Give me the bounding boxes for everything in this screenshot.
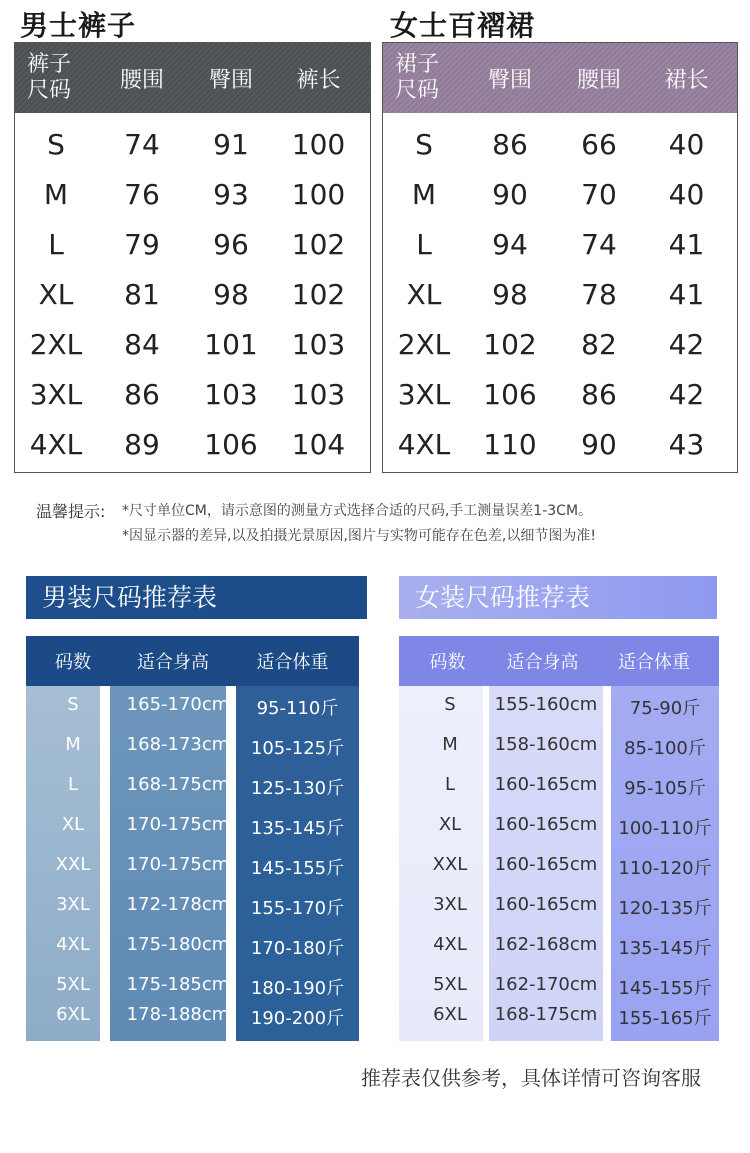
women-skirt-table-header — [383, 43, 737, 113]
men-pants-title: 男士裤子 — [20, 9, 137, 42]
value-cell: 90 — [492, 177, 528, 211]
header-height: 适合身高 — [137, 652, 209, 673]
size-cell: M — [43, 177, 69, 211]
size-cell: M — [411, 177, 437, 211]
size-cell: 3XL — [56, 894, 90, 915]
men-pants-size-table — [14, 42, 371, 473]
table-row — [383, 169, 737, 219]
height-cell: 170-175cm — [126, 814, 230, 835]
value-cell: 106 — [483, 377, 537, 411]
size-cell: 4XL — [56, 934, 90, 955]
size-cell: XL — [38, 277, 74, 311]
value-cell: 101 — [204, 327, 258, 361]
height-cell: 160-165cm — [494, 774, 598, 795]
weight-cell: 135-145斤 — [618, 938, 712, 959]
size-cell: 5XL — [433, 974, 467, 995]
size-cell: S — [67, 694, 79, 715]
women-skirt-title: 女士百褶裙 — [390, 9, 536, 42]
size-cell: XL — [61, 814, 85, 835]
value-cell: 110 — [483, 427, 537, 461]
weight-cell: 135-145斤 — [250, 818, 345, 839]
value-cell: 93 — [213, 177, 249, 211]
value-cell: 91 — [213, 127, 249, 161]
header-size: 码数 — [55, 652, 91, 673]
size-cell: 4XL — [29, 427, 83, 461]
size-cell: XXL — [432, 854, 468, 875]
weight-cell: 190-200斤 — [250, 1008, 345, 1029]
header-hip: 臀围 — [487, 67, 532, 93]
height-cell: 168-175cm — [494, 1004, 598, 1025]
height-cell: 175-180cm — [126, 934, 230, 955]
header-size-line1: 裙子 — [395, 52, 440, 77]
height-cell: 172-178cm — [126, 894, 230, 915]
size-cell: 3XL — [433, 894, 467, 915]
height-cell: 160-165cm — [494, 814, 598, 835]
tip-label: 温馨提示: — [36, 502, 106, 521]
value-cell: 86 — [492, 127, 528, 161]
header-hip: 臀围 — [208, 67, 253, 93]
women-recommend-title: 女装尺码推荐表 — [399, 576, 717, 619]
weight-cell: 155-170斤 — [250, 898, 345, 919]
table-row — [383, 119, 737, 169]
value-cell: 102 — [483, 327, 537, 361]
height-cell: 168-175cm — [126, 774, 230, 795]
value-cell: 103 — [291, 377, 346, 411]
men-recommend-table — [26, 636, 359, 1041]
value-cell: 104 — [291, 427, 346, 461]
value-cell: 102 — [291, 227, 346, 261]
height-cell: 175-185cm — [126, 974, 230, 995]
value-cell: 100 — [291, 177, 346, 211]
size-cell: 3XL — [29, 377, 83, 411]
size-cell: 2XL — [29, 327, 83, 361]
header-size — [383, 52, 465, 104]
header-size — [15, 52, 97, 104]
weight-cell: 180-190斤 — [250, 978, 345, 999]
header-weight: 适合体重 — [256, 652, 329, 673]
weight-cell: 105-125斤 — [250, 738, 345, 759]
value-cell: 103 — [204, 377, 258, 411]
value-cell: 42 — [668, 327, 705, 361]
weight-cell: 110-120斤 — [618, 858, 712, 879]
height-cell: 160-165cm — [494, 854, 598, 875]
value-cell: 81 — [124, 277, 160, 311]
size-cell: 6XL — [56, 1004, 90, 1025]
header-length: 裙长 — [664, 67, 709, 93]
women-recommend-header — [399, 636, 719, 686]
height-cell: 162-170cm — [494, 974, 598, 995]
value-cell: 84 — [124, 327, 160, 361]
table-row — [15, 219, 370, 269]
size-cell: 4XL — [397, 427, 451, 461]
men-pants-table-header — [15, 43, 370, 113]
value-cell: 100 — [291, 127, 346, 161]
table-row — [383, 269, 737, 319]
size-cell: M — [442, 734, 458, 755]
weight-cell: 75-90斤 — [629, 698, 701, 719]
value-cell: 66 — [581, 127, 617, 161]
value-cell: 98 — [492, 277, 528, 311]
value-cell: 40 — [668, 177, 705, 211]
value-cell: 102 — [291, 277, 346, 311]
value-cell: 86 — [124, 377, 160, 411]
table-row — [383, 219, 737, 269]
size-cell: 3XL — [397, 377, 451, 411]
height-cell: 155-160cm — [494, 694, 598, 715]
women-skirt-size-table — [382, 42, 738, 473]
height-cell: 170-175cm — [126, 854, 230, 875]
table-row — [383, 319, 737, 369]
value-cell: 41 — [668, 227, 705, 261]
value-cell: 96 — [213, 227, 249, 261]
size-cell: S — [47, 127, 65, 161]
footer-note: 推荐表仅供参考，具体详情可咨询客服 — [361, 1066, 701, 1090]
header-size: 码数 — [429, 652, 466, 673]
value-cell: 94 — [492, 227, 528, 261]
men-recommend-title: 男装尺码推荐表 — [26, 576, 367, 619]
size-cell: XXL — [55, 854, 91, 875]
value-cell: 90 — [581, 427, 617, 461]
size-cell: L — [444, 774, 456, 795]
value-cell: 78 — [581, 277, 617, 311]
size-cell: XL — [438, 814, 462, 835]
women-skirt-rows — [383, 113, 737, 469]
header-waist: 腰围 — [119, 67, 164, 93]
value-cell: 74 — [124, 127, 160, 161]
height-cell: 160-165cm — [494, 894, 598, 915]
value-cell: 70 — [581, 177, 617, 211]
size-cell: 2XL — [397, 327, 451, 361]
women-recommend-table — [399, 636, 719, 1041]
header-size-line1: 裤子 — [27, 52, 72, 77]
weight-cell: 120-135斤 — [618, 898, 712, 919]
header-waist: 腰围 — [576, 67, 621, 93]
height-cell: 178-188cm — [126, 1004, 230, 1025]
value-cell: 43 — [668, 427, 705, 461]
size-cell: XL — [406, 277, 442, 311]
value-cell: 103 — [291, 327, 346, 361]
table-row — [15, 419, 370, 469]
men-recommend-header — [26, 636, 359, 686]
height-cell: 168-173cm — [126, 734, 230, 755]
value-cell: 98 — [213, 277, 249, 311]
weight-cell: 155-165斤 — [618, 1008, 712, 1029]
men-pants-rows — [15, 113, 370, 469]
weight-cell: 125-130斤 — [250, 778, 345, 799]
table-row — [15, 369, 370, 419]
header-size-line2: 尺码 — [395, 78, 440, 103]
size-cell: 4XL — [433, 934, 467, 955]
size-cell: M — [65, 734, 81, 755]
tip-line-unit: *尺寸单位CM，请示意图的测量方式选择合适的尺码,手工测量误差1-3CM。 — [122, 503, 593, 519]
value-cell: 89 — [124, 427, 160, 461]
table-row — [15, 119, 370, 169]
table-row — [15, 319, 370, 369]
weight-cell: 85-100斤 — [624, 738, 706, 759]
weight-cell: 95-110斤 — [256, 698, 339, 719]
weight-cell: 100-110斤 — [618, 818, 712, 839]
size-cell: S — [444, 694, 456, 715]
table-row — [15, 269, 370, 319]
header-weight: 适合体重 — [618, 652, 691, 673]
table-row — [383, 369, 737, 419]
value-cell: 42 — [668, 377, 705, 411]
value-cell: 41 — [668, 277, 705, 311]
table-row — [15, 169, 370, 219]
header-height: 适合身高 — [506, 652, 579, 673]
value-cell: 40 — [668, 127, 705, 161]
value-cell: 76 — [124, 177, 160, 211]
weight-cell: 170-180斤 — [250, 938, 345, 959]
value-cell: 82 — [581, 327, 617, 361]
height-cell: 165-170cm — [126, 694, 230, 715]
height-cell: 162-168cm — [494, 934, 598, 955]
value-cell: 79 — [124, 227, 160, 261]
size-cell: L — [416, 227, 432, 261]
size-cell: S — [415, 127, 433, 161]
value-cell: 74 — [581, 227, 617, 261]
header-length: 裤长 — [296, 67, 341, 93]
value-cell: 106 — [204, 427, 258, 461]
weight-cell: 95-105斤 — [624, 778, 706, 799]
size-cell: 5XL — [56, 974, 90, 995]
size-cell: L — [48, 227, 64, 261]
tip-line-color: *因显示器的差异,以及拍摄光景原因,图片与实物可能存在色差,以细节图为准! — [122, 528, 596, 544]
table-row — [383, 419, 737, 469]
header-size-line2: 尺码 — [27, 78, 72, 103]
size-cell: L — [67, 774, 79, 795]
value-cell: 86 — [581, 377, 617, 411]
weight-cell: 145-155斤 — [618, 978, 712, 999]
height-cell: 158-160cm — [494, 734, 598, 755]
size-cell: 6XL — [433, 1004, 467, 1025]
weight-cell: 145-155斤 — [250, 858, 345, 879]
